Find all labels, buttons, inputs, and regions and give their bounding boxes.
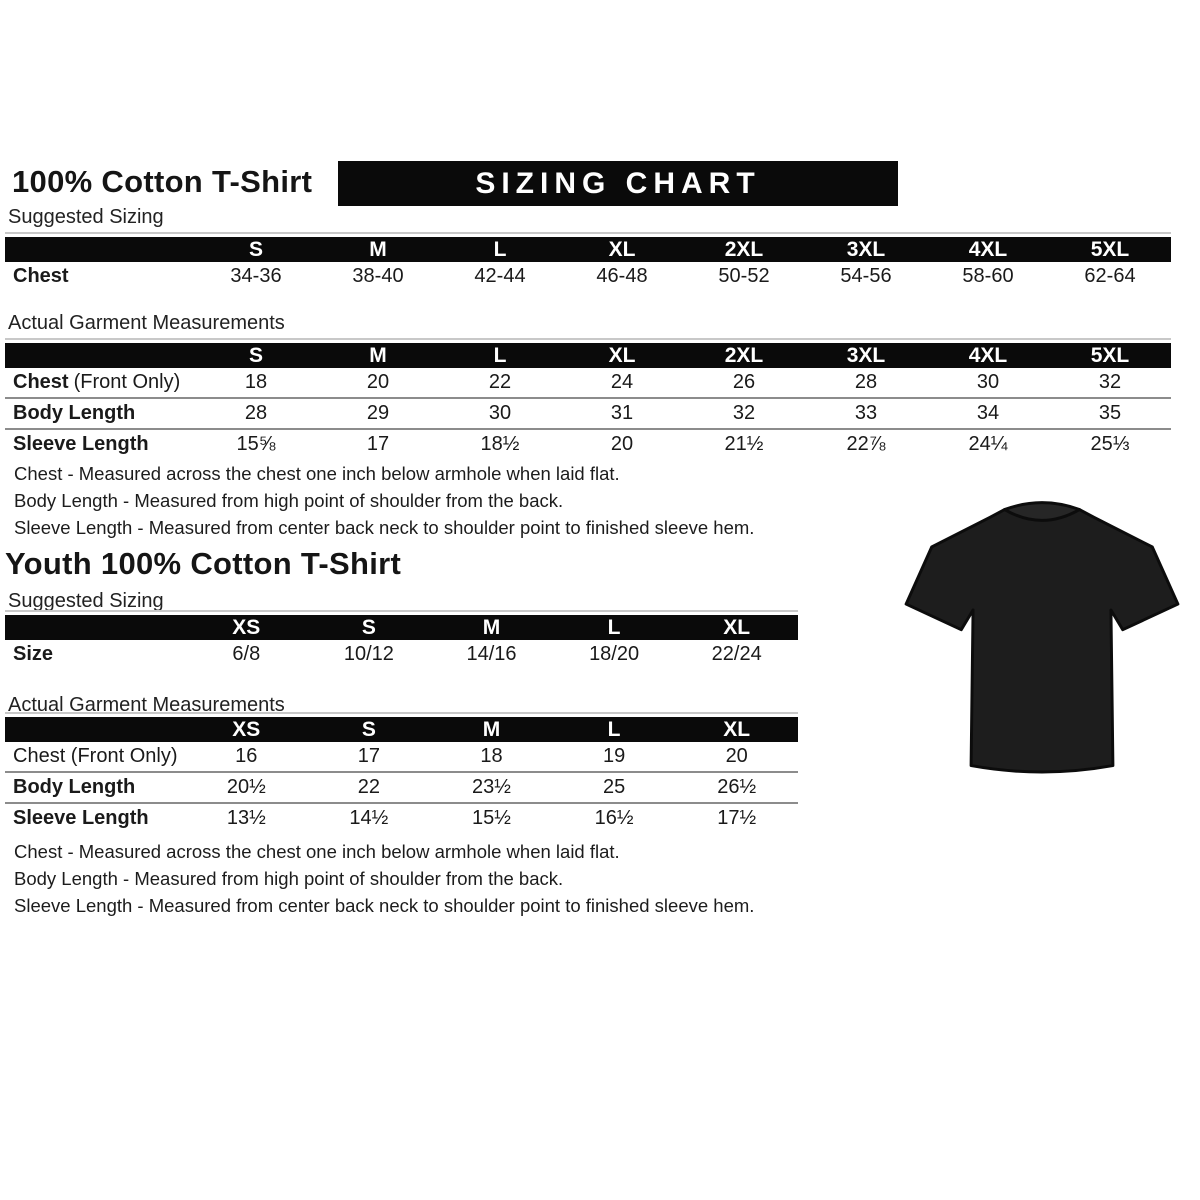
column-header-s: S bbox=[248, 238, 263, 261]
table-row-chest bbox=[5, 262, 1171, 291]
row-label: Chest bbox=[13, 265, 69, 287]
column-header-3xl: 3XL bbox=[846, 238, 886, 261]
column-header-xl: XL bbox=[723, 616, 751, 639]
cell-value: 20 bbox=[366, 371, 390, 393]
column-header-2xl: 2XL bbox=[724, 344, 764, 367]
cell-value: 22/24 bbox=[711, 643, 762, 665]
row-label: Body Length bbox=[13, 402, 136, 424]
cell-value: 20 bbox=[610, 433, 634, 455]
cell-value: 18 bbox=[244, 371, 268, 393]
table-row-chest bbox=[5, 742, 798, 771]
cell-value: 32 bbox=[1098, 371, 1122, 393]
cell-value: 22⅞ bbox=[846, 433, 886, 455]
note-body: Body Length - Measured from high point of shoulder from the back. bbox=[14, 490, 564, 511]
cell-value: 15⅝ bbox=[236, 433, 276, 455]
table-row-size bbox=[5, 640, 798, 669]
row-label: Sleeve Length bbox=[13, 807, 149, 829]
cell-value: 18/20 bbox=[589, 643, 640, 665]
note-sleeve: Sleeve Length - Measured from center back neck to shoulder point to finished sleeve hem. bbox=[14, 517, 755, 538]
column-header-m: M bbox=[369, 344, 387, 367]
column-header-l: L bbox=[493, 344, 507, 367]
chest-value-3xl: 54-56 bbox=[840, 265, 892, 287]
table-row-body-length bbox=[5, 771, 798, 802]
table-row-sleeve-length bbox=[5, 802, 798, 833]
table-header-row bbox=[5, 717, 798, 742]
column-header-xl: XL bbox=[723, 718, 751, 741]
cell-value: 32 bbox=[732, 402, 756, 424]
cell-value: 25 bbox=[602, 776, 626, 798]
youth-suggested-sizing-label: Suggested Sizing bbox=[8, 590, 164, 612]
cell-value: 28 bbox=[854, 371, 878, 393]
chest-value-2xl: 50-52 bbox=[718, 265, 770, 287]
page-title: 100% Cotton T-Shirt bbox=[12, 164, 313, 199]
cell-value: 18 bbox=[480, 745, 503, 767]
row-label-suffix: (Front Only) bbox=[73, 371, 181, 393]
table-row-body-length bbox=[5, 397, 1171, 428]
cell-value: 29 bbox=[366, 402, 390, 424]
cell-value: 25⅓ bbox=[1090, 433, 1130, 455]
cell-value: 33 bbox=[854, 402, 878, 424]
column-header-5xl: 5XL bbox=[1090, 344, 1130, 367]
cell-value: 26½ bbox=[717, 776, 757, 798]
chest-value-l: 42-44 bbox=[474, 265, 526, 287]
cell-value: 17 bbox=[366, 433, 390, 455]
cell-value: 6/8 bbox=[232, 643, 261, 665]
sizing-chart-banner-text: SIZING CHART bbox=[475, 166, 761, 200]
row-label: Chest (Front Only) bbox=[13, 745, 178, 767]
column-header-2xl: 2XL bbox=[724, 238, 764, 261]
cell-value: 13½ bbox=[226, 807, 266, 829]
column-header-xs: XS bbox=[232, 616, 261, 639]
cell-value: 17 bbox=[357, 745, 381, 767]
youth-suggested-sizing-table bbox=[5, 610, 798, 669]
adult-suggested-sizing-label: Suggested Sizing bbox=[8, 206, 164, 228]
cell-value: 28 bbox=[244, 402, 268, 424]
sizing-chart-banner bbox=[338, 161, 898, 206]
cell-value: 24 bbox=[610, 371, 634, 393]
column-header-s: S bbox=[361, 616, 376, 639]
youth-actual-measurements-table bbox=[5, 712, 798, 833]
cell-value: 24¼ bbox=[968, 433, 1008, 455]
cell-value: 20½ bbox=[226, 776, 266, 798]
cell-value: 34 bbox=[976, 402, 1000, 424]
black-tshirt-image bbox=[886, 480, 1198, 805]
cell-value: 10/12 bbox=[343, 643, 394, 665]
chest-value-5xl: 62-64 bbox=[1084, 265, 1136, 287]
cell-value: 21½ bbox=[724, 433, 764, 455]
adult-measurement-notes bbox=[14, 460, 754, 541]
cell-value: 26 bbox=[732, 371, 756, 393]
column-header-l: L bbox=[607, 616, 621, 639]
adult-actual-measurements-label: Actual Garment Measurements bbox=[8, 312, 285, 334]
column-header-s: S bbox=[248, 344, 263, 367]
row-label: Size bbox=[13, 643, 54, 665]
column-header-xl: XL bbox=[608, 238, 636, 261]
cell-value: 16½ bbox=[594, 807, 634, 829]
chest-value-xl: 46-48 bbox=[596, 265, 648, 287]
cell-value: 20 bbox=[725, 745, 748, 767]
column-header-m: M bbox=[482, 616, 501, 639]
cell-value: 14½ bbox=[349, 807, 389, 829]
column-header-l: L bbox=[493, 238, 507, 261]
column-header-5xl: 5XL bbox=[1090, 238, 1130, 261]
note-chest: Chest - Measured across the chest one inch below armhole when laid flat. bbox=[14, 463, 620, 484]
cell-value: 22 bbox=[488, 371, 512, 393]
note-chest: Chest - Measured across the chest one inch below armhole when laid flat. bbox=[14, 841, 620, 862]
column-header-m: M bbox=[369, 238, 387, 261]
cell-value: 35 bbox=[1098, 402, 1122, 424]
cell-value: 30 bbox=[488, 402, 512, 424]
chest-value-m: 38-40 bbox=[352, 265, 404, 287]
column-header-3xl: 3XL bbox=[846, 344, 886, 367]
cell-value: 23½ bbox=[472, 776, 511, 798]
cell-value: 19 bbox=[602, 745, 626, 767]
column-header-xs: XS bbox=[232, 718, 261, 741]
row-label: Sleeve Length bbox=[13, 433, 149, 455]
column-header-4xl: 4XL bbox=[968, 344, 1008, 367]
cell-value: 17½ bbox=[717, 807, 757, 829]
table-row-sleeve-length bbox=[5, 428, 1171, 459]
table-row-chest bbox=[5, 368, 1171, 397]
chest-value-4xl: 58-60 bbox=[962, 265, 1014, 287]
cell-value: 18½ bbox=[480, 433, 520, 455]
column-header-m: M bbox=[482, 718, 501, 741]
cell-value: 14/16 bbox=[466, 643, 517, 665]
table-header-row bbox=[5, 615, 798, 640]
note-sleeve: Sleeve Length - Measured from center back neck to shoulder point to finished sleeve hem. bbox=[14, 895, 755, 916]
adult-actual-measurements-table bbox=[5, 338, 1171, 459]
row-label: Body Length bbox=[13, 776, 136, 798]
cell-value: 15½ bbox=[472, 807, 511, 829]
adult-suggested-sizing-table bbox=[5, 232, 1171, 291]
cell-value: 16 bbox=[235, 745, 258, 767]
cell-value: 30 bbox=[976, 371, 1000, 393]
table-header-row bbox=[5, 343, 1171, 368]
column-header-l: L bbox=[607, 718, 621, 741]
row-label: Chest bbox=[13, 371, 69, 393]
note-body: Body Length - Measured from high point of shoulder from the back. bbox=[14, 868, 564, 889]
youth-actual-measurements-label: Actual Garment Measurements bbox=[8, 694, 285, 716]
column-header-s: S bbox=[361, 718, 376, 741]
table-header-row bbox=[5, 237, 1171, 262]
column-header-4xl: 4XL bbox=[968, 238, 1008, 261]
column-header-xl: XL bbox=[608, 344, 636, 367]
cell-value: 31 bbox=[610, 402, 634, 424]
youth-section-title: Youth 100% Cotton T-Shirt bbox=[5, 546, 402, 581]
cell-value: 22 bbox=[357, 776, 381, 798]
chest-value-s: 34-36 bbox=[230, 265, 282, 287]
youth-measurement-notes bbox=[14, 838, 754, 919]
